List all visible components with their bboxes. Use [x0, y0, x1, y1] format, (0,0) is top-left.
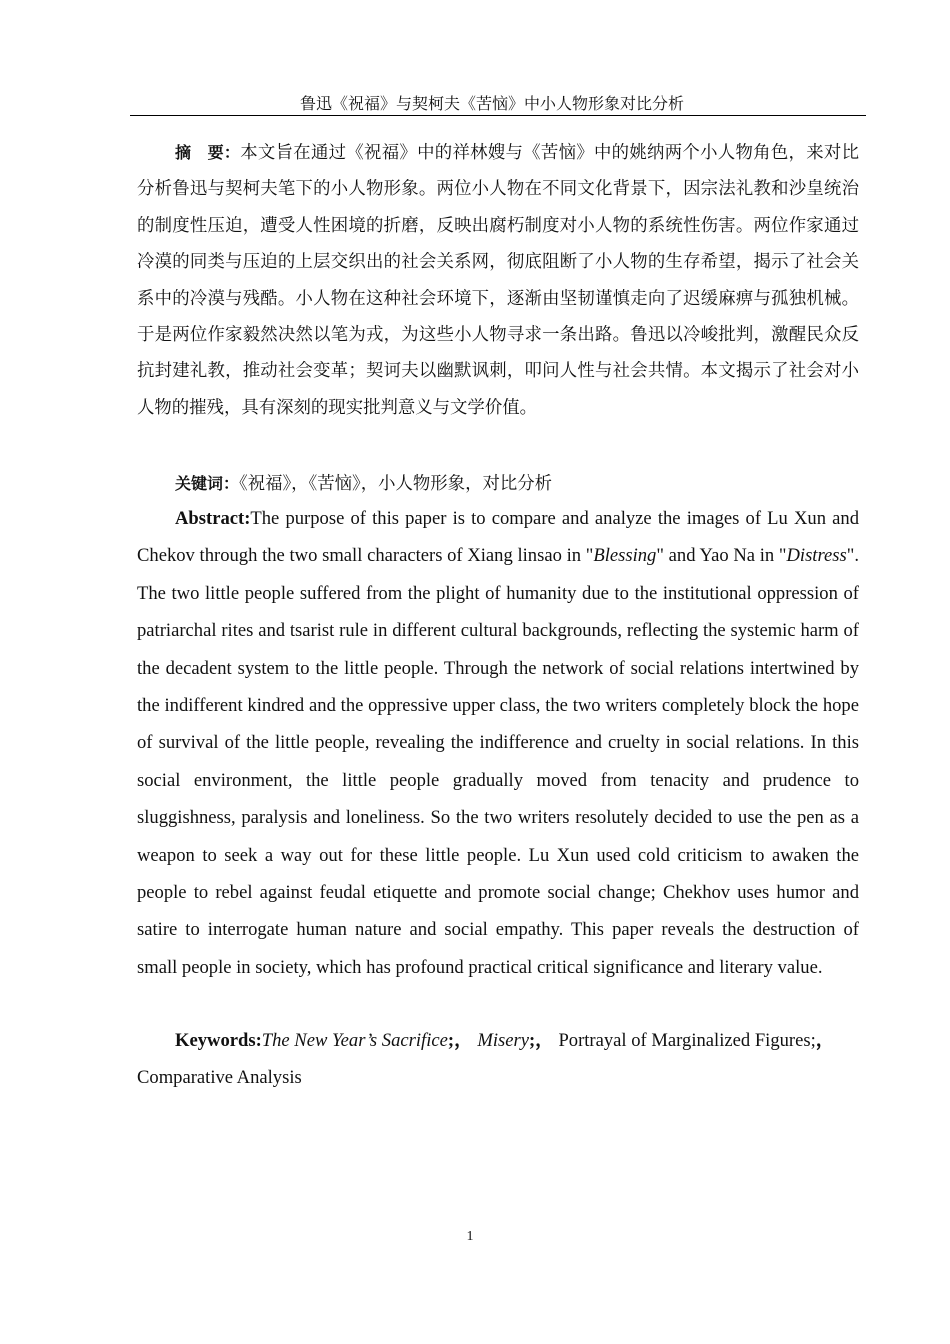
english-keyword-separator-2: ;，: [528, 1030, 554, 1051]
chinese-keywords: [137, 466, 859, 502]
chinese-keywords-text: 《祝福》，《苦恼》，小人物形象，对比分析: [239, 474, 553, 494]
chinese-abstract-label: 摘 要：: [175, 143, 241, 162]
english-abstract-text-1: The purpose of this paper is to compare and analyze the images of Lu Xun and Chekov through the two small characters of Xiang linsao in ": [137, 508, 859, 567]
english-keyword-separator-1: ;，: [447, 1030, 473, 1051]
english-keyword-1: The New Year’s Sacrifice: [261, 1030, 448, 1051]
english-keyword-3: Portrayal of Marginalized Figures;: [558, 1030, 816, 1051]
english-abstract: [137, 500, 859, 986]
chinese-keywords-label: 关键词：: [175, 474, 240, 493]
english-keyword-2: Misery: [477, 1030, 529, 1051]
english-abstract-label: Abstract:: [175, 508, 251, 529]
english-abstract-text-2: " and Yao Na in ": [656, 545, 787, 567]
english-abstract-title-1: Blessing: [593, 545, 657, 567]
english-abstract-text-3: ". The two little people suffered from the plight of humanity due to the institutional oppression of patriarchal rites and tsarist rule in different cultural backgrounds, reflecting the systemic harm of the decadent system to the little people. Through the network of social relations intertwined by the indifferent kindred and the oppressive upper class, the two writers completely block the hope of survival of the little people, revealing the indifference and cruelty in social relations. In this social environment, the little people gradually moved from tenacity and prudence to sluggishness, paralysis and loneliness. So the two writers resolutely decided to use the pen as a weapon to seek a way out for these little people. Lu Xun used cold criticism to awaken the people to rebel against feudal etiquette and promote social change; Chekhov uses humor and satire to interrogate human nature and social empathy. This paper reveals the destruction of small people in society, which has profound practical critical significance and literary value.: [137, 545, 859, 978]
chinese-abstract-text: 本文旨在通过《祝福》中的祥林嫂与《苦恼》中的姚纳两个小人物角色，来对比分析鲁迅与契柯夫笔下的小人物形象。两位小人物在不同文化背景下，因宗法礼教和沙皇统治的制度性压迫，遭受人性困境的折磨，反映出腐朽制度对小人物的系统性伤害。两位作家通过冷漠的同类与压迫的上层交织出的社会关系网，彻底阻断了小人物的生存希望，揭示了社会关系中的冷漠与残酷。小人物在这种社会环境下，逐渐由坚韧谨慎走向了迟缓麻痹与孤独机械。于是两位作家毅然决然以笔为戎，为这些小人物寻求一条出路。鲁迅以冷峻批判，激醒民众反抗封建礼教，推动社会变革；契诃夫以幽默讽刺，叩问人性与社会共情。本文揭示了社会对小人物的摧残，具有深刻的现实批判意义与文学价值。: [137, 143, 859, 418]
chinese-abstract: [137, 135, 859, 426]
page-number: 1: [466, 1229, 474, 1244]
english-keywords: [137, 1022, 859, 1097]
header-rule: [130, 115, 866, 116]
running-header: 鲁迅《祝福》与契柯夫《苦恼》中小人物形象对比分析: [300, 94, 685, 113]
english-keywords-label: Keywords:: [175, 1030, 262, 1051]
english-keyword-separator-3: ，: [815, 1030, 835, 1051]
english-abstract-title-2: Distress: [786, 545, 847, 567]
english-keyword-4: Comparative Analysis: [137, 1067, 302, 1089]
